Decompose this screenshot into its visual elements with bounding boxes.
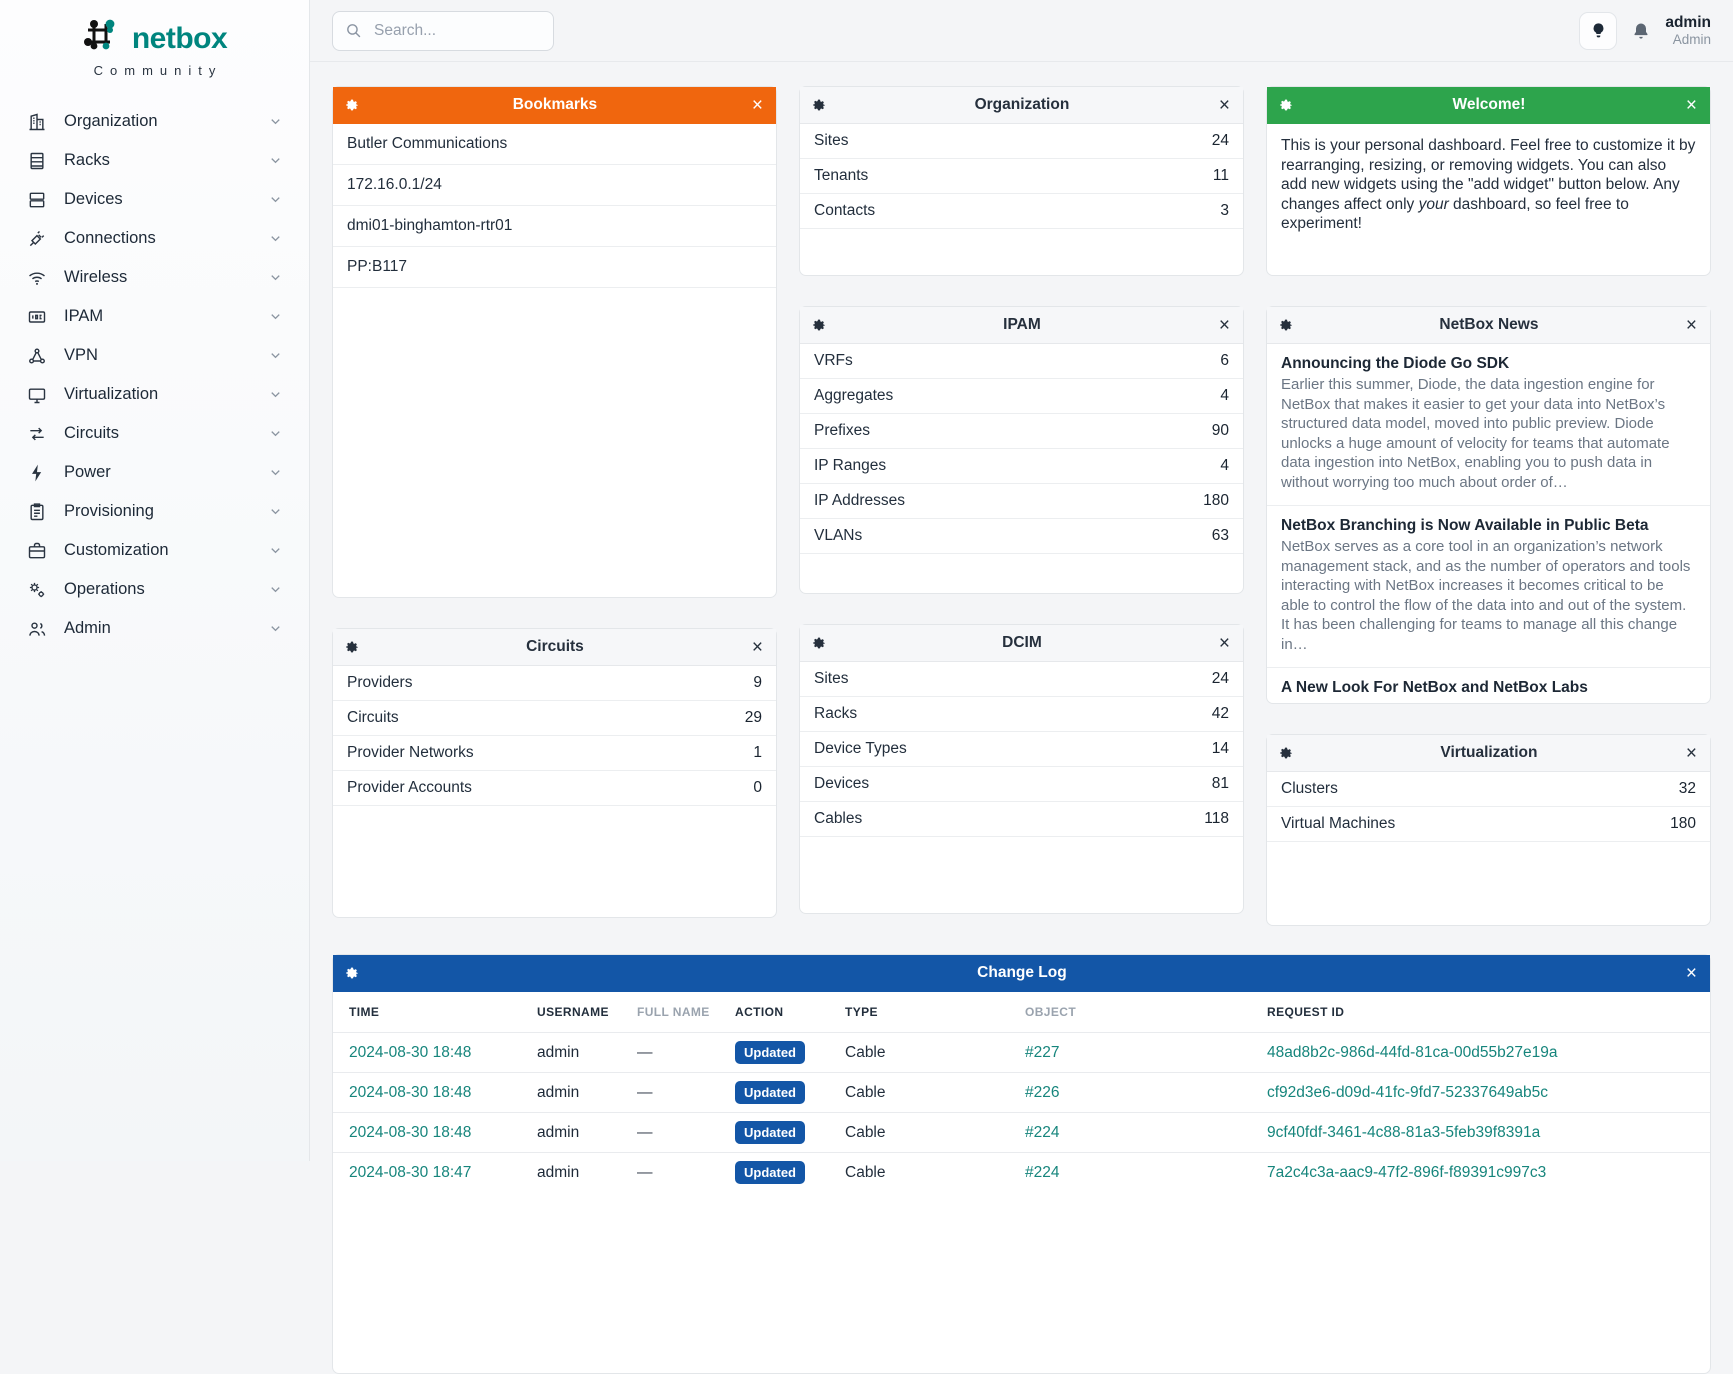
search-input[interactable] bbox=[374, 22, 524, 40]
widget-config-icon[interactable] bbox=[344, 639, 360, 655]
news-item bbox=[1267, 506, 1710, 668]
change-full-name: — bbox=[637, 1083, 653, 1101]
briefcase-icon bbox=[26, 540, 47, 561]
chevron-down-icon bbox=[268, 465, 283, 480]
sidebar-item-provisioning[interactable] bbox=[16, 492, 293, 531]
widget-header bbox=[800, 307, 1243, 344]
stat-value: 3 bbox=[1220, 202, 1229, 219]
stat-value: 90 bbox=[1211, 422, 1229, 439]
topbar bbox=[310, 0, 1733, 62]
widget-change-log bbox=[332, 954, 1711, 1374]
sidebar-item-label: Circuits bbox=[64, 424, 120, 442]
chevron-down-icon bbox=[268, 426, 283, 441]
sidebar-item-label: Provisioning bbox=[64, 502, 154, 520]
widget-virtualization bbox=[1266, 734, 1711, 926]
stat-row[interactable] bbox=[800, 124, 1243, 159]
monitor-icon bbox=[26, 384, 47, 405]
stat-value: 81 bbox=[1211, 775, 1229, 792]
chevron-down-icon bbox=[268, 504, 283, 519]
notifications-button[interactable] bbox=[1631, 21, 1651, 41]
widget-header bbox=[333, 955, 1710, 992]
bookmark-item[interactable]: PP:B117 bbox=[333, 247, 776, 288]
action-badge: Updated bbox=[735, 1081, 805, 1104]
sidebar-item-operations[interactable] bbox=[16, 570, 293, 609]
stat-value: 0 bbox=[753, 779, 762, 796]
stat-row[interactable] bbox=[800, 484, 1243, 519]
column-header-object: OBJECT bbox=[1025, 1005, 1077, 1019]
sidebar-item-label: Operations bbox=[64, 580, 145, 598]
change-time-link[interactable]: 2024-08-30 18:48 bbox=[349, 1083, 472, 1101]
stat-label[interactable]: IP Ranges bbox=[814, 457, 887, 474]
widget-bookmarks bbox=[332, 86, 777, 598]
news-item-excerpt: NetBox serves as a core tool in an organization’s network management stack, and as the number of operators and tools interacting with NetBox increases it becomes critical to be able to control the flow of the data into and out of the system. It has been challenging for teams to manage all this change in… bbox=[1281, 538, 1691, 653]
stat-row[interactable] bbox=[800, 344, 1243, 379]
close-icon[interactable]: × bbox=[1218, 632, 1230, 654]
stat-label[interactable]: Sites bbox=[814, 670, 849, 687]
column-header-full-name: FULL NAME bbox=[637, 1005, 710, 1019]
user-role-label: Admin bbox=[1672, 31, 1711, 47]
sidebar-item-label: Devices bbox=[64, 190, 123, 208]
chevron-down-icon bbox=[268, 309, 283, 324]
welcome-text-italic: your bbox=[1418, 195, 1449, 213]
stat-label[interactable]: Aggregates bbox=[814, 387, 894, 404]
netbox-logo-text: netbox bbox=[131, 21, 228, 55]
theme-toggle-button[interactable] bbox=[1579, 12, 1617, 50]
sidebar-item-devices[interactable] bbox=[16, 180, 293, 219]
widget-title[interactable]: DCIM bbox=[1002, 634, 1042, 651]
news-item bbox=[1267, 344, 1710, 506]
stat-value: 63 bbox=[1211, 527, 1229, 544]
widget-title[interactable]: IPAM bbox=[1003, 316, 1041, 333]
netbox-logo-icon bbox=[82, 16, 124, 61]
action-badge: Updated bbox=[735, 1161, 805, 1184]
welcome-text-part: This is your personal dashboard. Feel free to customize it by rearranging, resizing, or removing widgets. You can also add new widgets using the "add widget" button below. Any changes affect only bbox=[1281, 137, 1696, 213]
stat-label[interactable]: Contacts bbox=[814, 202, 876, 219]
change-object-link[interactable]: #224 bbox=[1025, 1123, 1060, 1141]
netbox-logo[interactable] bbox=[0, 12, 309, 80]
news-item-excerpt: Earlier this summer, Diode, the data ingestion engine for NetBox that makes it easier to get your data into NetBox’s structured data model, moved into public preview. Diode unlocks a huge amount of velocity for teams that automate data ingestion into NetBox, enabling you to push data in without worrying too much about order of… bbox=[1281, 376, 1670, 491]
search-box[interactable] bbox=[332, 11, 554, 51]
widget-ipam bbox=[799, 306, 1244, 594]
stat-row[interactable] bbox=[800, 519, 1243, 554]
change-full-name: — bbox=[637, 1163, 653, 1181]
bell-icon bbox=[1631, 21, 1651, 41]
sidebar-item-admin[interactable] bbox=[16, 609, 293, 648]
stat-row[interactable] bbox=[800, 697, 1243, 732]
action-badge: Updated bbox=[735, 1041, 805, 1064]
sidebar-item-label: Connections bbox=[64, 229, 156, 247]
widget-title[interactable]: Organization bbox=[974, 96, 1070, 113]
username-label: admin bbox=[1665, 13, 1711, 31]
news-item bbox=[1267, 668, 1710, 712]
stat-value: 24 bbox=[1211, 132, 1229, 149]
column-header-type[interactable]: TYPE bbox=[845, 1005, 878, 1019]
stat-value: 180 bbox=[1670, 815, 1696, 832]
sidebar-item-label: Wireless bbox=[64, 268, 128, 286]
sidebar-item-label: Customization bbox=[64, 541, 169, 559]
bolt-icon bbox=[26, 462, 47, 483]
news-item-title[interactable]: A New Look For NetBox and NetBox Labs bbox=[1281, 679, 1588, 696]
bookmark-item[interactable]: dmi01-binghamton-rtr01 bbox=[333, 206, 776, 247]
widget-config-icon[interactable] bbox=[344, 97, 360, 113]
stat-row[interactable] bbox=[800, 662, 1243, 697]
change-type: Cable bbox=[845, 1043, 886, 1061]
search-icon bbox=[345, 22, 362, 39]
column-header-username[interactable]: USERNAME bbox=[537, 1005, 609, 1019]
ip-counter-icon bbox=[26, 306, 47, 327]
stat-label[interactable]: Device Types bbox=[814, 740, 907, 757]
column-header-request-id[interactable]: REQUEST ID bbox=[1267, 1005, 1345, 1019]
sidebar-item-ipam[interactable] bbox=[16, 297, 293, 336]
chevron-down-icon bbox=[268, 192, 283, 207]
stat-value: 1 bbox=[753, 744, 762, 761]
widget-organization bbox=[799, 86, 1244, 276]
sidebar-item-circuits[interactable] bbox=[16, 414, 293, 453]
sidebar-item-customization[interactable] bbox=[16, 531, 293, 570]
widget-title[interactable]: Welcome! bbox=[1452, 96, 1526, 113]
chevron-down-icon bbox=[268, 621, 283, 636]
change-type: Cable bbox=[845, 1083, 886, 1101]
transfer-icon bbox=[26, 423, 47, 444]
widget-circuits bbox=[332, 628, 777, 918]
stat-value: 29 bbox=[744, 709, 762, 726]
chevron-down-icon bbox=[268, 153, 283, 168]
change-time-link[interactable]: 2024-08-30 18:47 bbox=[349, 1163, 472, 1181]
column-header-time[interactable]: TIME bbox=[349, 1005, 380, 1019]
changelog-column-headers bbox=[333, 992, 1710, 1032]
change-type: Cable bbox=[845, 1123, 886, 1141]
chevron-down-icon bbox=[268, 348, 283, 363]
change-full-name: — bbox=[637, 1043, 653, 1061]
change-full-name: — bbox=[637, 1123, 653, 1141]
widget-config-icon[interactable] bbox=[811, 635, 827, 651]
welcome-text bbox=[1267, 124, 1710, 246]
change-username: admin bbox=[537, 1083, 580, 1101]
main-area bbox=[310, 0, 1733, 1181]
stat-value: 11 bbox=[1212, 167, 1229, 184]
user-menu[interactable] bbox=[1665, 14, 1711, 47]
rack-icon bbox=[26, 150, 47, 171]
sidebar bbox=[0, 0, 310, 1161]
close-icon[interactable]: × bbox=[1218, 94, 1230, 116]
clipboard-icon bbox=[26, 501, 47, 522]
stat-value: 4 bbox=[1220, 457, 1229, 474]
widget-netbox-news bbox=[1266, 306, 1711, 704]
widget-header bbox=[1267, 307, 1710, 344]
changelog-row bbox=[333, 1112, 1710, 1152]
sidebar-item-label: Virtualization bbox=[64, 385, 159, 403]
widget-config-icon[interactable] bbox=[811, 97, 827, 113]
stat-row[interactable] bbox=[333, 736, 776, 771]
stat-row[interactable] bbox=[800, 767, 1243, 802]
sidebar-item-connections[interactable] bbox=[16, 219, 293, 258]
stat-label[interactable]: VLANs bbox=[814, 527, 863, 544]
close-icon[interactable]: × bbox=[1685, 742, 1697, 764]
chevron-down-icon bbox=[268, 114, 283, 129]
change-object-link[interactable]: #227 bbox=[1025, 1043, 1060, 1061]
widget-title[interactable]: Bookmarks bbox=[512, 96, 598, 113]
sidebar-item-power[interactable] bbox=[16, 453, 293, 492]
dashboard bbox=[310, 62, 1733, 1374]
change-object-link[interactable]: #226 bbox=[1025, 1083, 1060, 1101]
chevron-down-icon bbox=[268, 582, 283, 597]
stat-label[interactable]: Provider Networks bbox=[347, 744, 474, 761]
bookmark-item[interactable]: Butler Communications bbox=[333, 124, 776, 165]
netbox-edition-label: Community bbox=[93, 63, 223, 78]
stat-label[interactable]: Sites bbox=[814, 132, 849, 149]
close-icon[interactable]: × bbox=[1685, 962, 1697, 984]
stat-label[interactable]: Devices bbox=[814, 775, 870, 792]
sidebar-item-label: Organization bbox=[64, 112, 158, 130]
bookmark-item[interactable]: 172.16.0.1/24 bbox=[333, 165, 776, 206]
widget-header bbox=[800, 625, 1243, 662]
sidebar-item-label: Admin bbox=[64, 619, 111, 637]
widget-config-icon[interactable] bbox=[344, 965, 360, 981]
sidebar-item-racks[interactable] bbox=[16, 141, 293, 180]
widget-header bbox=[333, 87, 776, 124]
sidebar-item-organization[interactable] bbox=[16, 102, 293, 141]
stat-value: 4 bbox=[1220, 387, 1229, 404]
change-type: Cable bbox=[845, 1163, 886, 1181]
network-icon bbox=[26, 345, 47, 366]
widget-header bbox=[800, 87, 1243, 124]
sidebar-menu bbox=[0, 102, 309, 648]
close-icon[interactable]: × bbox=[751, 636, 763, 658]
sidebar-item-vpn[interactable] bbox=[16, 336, 293, 375]
stat-value: 14 bbox=[1211, 740, 1229, 757]
sidebar-item-label: Power bbox=[64, 463, 111, 481]
chevron-down-icon bbox=[268, 543, 283, 558]
stat-label[interactable]: IP Addresses bbox=[814, 492, 906, 509]
lightbulb-icon bbox=[1590, 22, 1607, 39]
chevron-down-icon bbox=[268, 270, 283, 285]
stat-label[interactable]: VRFs bbox=[814, 352, 853, 369]
sidebar-item-virtualization[interactable] bbox=[16, 375, 293, 414]
sidebar-item-label: IPAM bbox=[64, 307, 104, 325]
chevron-down-icon bbox=[268, 231, 283, 246]
stat-label[interactable]: Racks bbox=[814, 705, 858, 722]
widget-config-icon[interactable] bbox=[1278, 745, 1294, 761]
change-time-link[interactable]: 2024-08-30 18:48 bbox=[349, 1123, 472, 1141]
server-icon bbox=[26, 189, 47, 210]
stat-value: 6 bbox=[1220, 352, 1229, 369]
stat-value: 9 bbox=[753, 674, 762, 691]
stat-row[interactable] bbox=[333, 771, 776, 806]
change-username: admin bbox=[537, 1163, 580, 1181]
stat-label[interactable]: Providers bbox=[347, 674, 413, 691]
stat-row[interactable] bbox=[1267, 772, 1710, 807]
change-username: admin bbox=[537, 1043, 580, 1061]
change-request-id-link[interactable]: 48ad8b2c-986d-44fd-81ca-00d55b27e19a bbox=[1267, 1043, 1558, 1061]
sidebar-item-label: VPN bbox=[64, 346, 98, 364]
stat-value: 42 bbox=[1211, 705, 1229, 722]
widget-config-icon[interactable] bbox=[1278, 97, 1294, 113]
stat-label[interactable]: Prefixes bbox=[814, 422, 870, 439]
changelog-row bbox=[333, 1072, 1710, 1112]
change-request-id-link[interactable]: 9cf40fdf-3461-4c88-81a3-5feb39f8391a bbox=[1267, 1123, 1541, 1141]
stat-value: 118 bbox=[1204, 810, 1229, 827]
widget-welcome bbox=[1266, 86, 1711, 276]
widget-title[interactable]: Change Log bbox=[977, 964, 1067, 981]
stat-row[interactable] bbox=[800, 194, 1243, 229]
column-header-action[interactable]: ACTION bbox=[735, 1005, 784, 1019]
close-icon[interactable]: × bbox=[1218, 314, 1230, 336]
stat-label[interactable]: Circuits bbox=[347, 709, 399, 726]
stat-row[interactable] bbox=[800, 414, 1243, 449]
change-request-id-link[interactable]: cf92d3e6-d09d-41fc-9fd7-52337649ab5c bbox=[1267, 1083, 1548, 1101]
stat-row[interactable] bbox=[333, 666, 776, 701]
stat-row[interactable] bbox=[800, 449, 1243, 484]
widget-config-icon[interactable] bbox=[1278, 317, 1294, 333]
widget-header bbox=[1267, 735, 1710, 772]
changelog-row bbox=[333, 1032, 1710, 1072]
change-object-link[interactable]: #224 bbox=[1025, 1163, 1060, 1181]
stat-label[interactable]: Provider Accounts bbox=[347, 779, 472, 796]
building-icon bbox=[26, 111, 47, 132]
welcome-text-part: dashboard, so feel free to experiment! bbox=[1281, 195, 1629, 233]
stat-row[interactable] bbox=[1267, 807, 1710, 842]
stat-row[interactable] bbox=[800, 379, 1243, 414]
news-item-title[interactable]: NetBox Branching is Now Available in Public Beta bbox=[1281, 517, 1649, 534]
stat-value: 180 bbox=[1203, 492, 1229, 509]
stat-label[interactable]: Cables bbox=[814, 810, 863, 827]
close-icon[interactable]: × bbox=[751, 94, 763, 116]
stat-value: 32 bbox=[1678, 780, 1696, 797]
change-username: admin bbox=[537, 1123, 580, 1141]
stat-row[interactable] bbox=[800, 802, 1243, 837]
stat-value: 24 bbox=[1211, 670, 1229, 687]
widget-title[interactable]: Virtualization bbox=[1440, 744, 1538, 761]
wifi-icon bbox=[26, 267, 47, 288]
stat-row[interactable] bbox=[800, 732, 1243, 767]
stat-row[interactable] bbox=[333, 701, 776, 736]
action-badge: Updated bbox=[735, 1121, 805, 1144]
gears-icon bbox=[26, 579, 47, 600]
users-icon bbox=[26, 618, 47, 639]
close-icon[interactable]: × bbox=[1685, 314, 1697, 336]
stat-row[interactable] bbox=[800, 159, 1243, 194]
sidebar-item-label: Racks bbox=[64, 151, 110, 169]
stat-label[interactable]: Clusters bbox=[1281, 780, 1338, 797]
changelog-row bbox=[333, 1152, 1710, 1192]
widget-config-icon[interactable] bbox=[811, 317, 827, 333]
widget-header bbox=[333, 629, 776, 666]
widget-dcim bbox=[799, 624, 1244, 914]
stat-label[interactable]: Virtual Machines bbox=[1281, 815, 1396, 832]
stat-label[interactable]: Tenants bbox=[814, 167, 869, 184]
sidebar-item-wireless[interactable] bbox=[16, 258, 293, 297]
widget-title[interactable]: Circuits bbox=[526, 638, 584, 655]
widget-header bbox=[1267, 87, 1710, 124]
change-time-link[interactable]: 2024-08-30 18:48 bbox=[349, 1043, 472, 1061]
widget-title[interactable]: NetBox News bbox=[1439, 316, 1539, 333]
plug-icon bbox=[26, 228, 47, 249]
change-request-id-link[interactable]: 7a2c4c3a-aac9-47f2-896f-f89391c997c3 bbox=[1267, 1163, 1547, 1181]
news-item-title[interactable]: Announcing the Diode Go SDK bbox=[1281, 355, 1510, 372]
close-icon[interactable]: × bbox=[1685, 94, 1697, 116]
chevron-down-icon bbox=[268, 387, 283, 402]
